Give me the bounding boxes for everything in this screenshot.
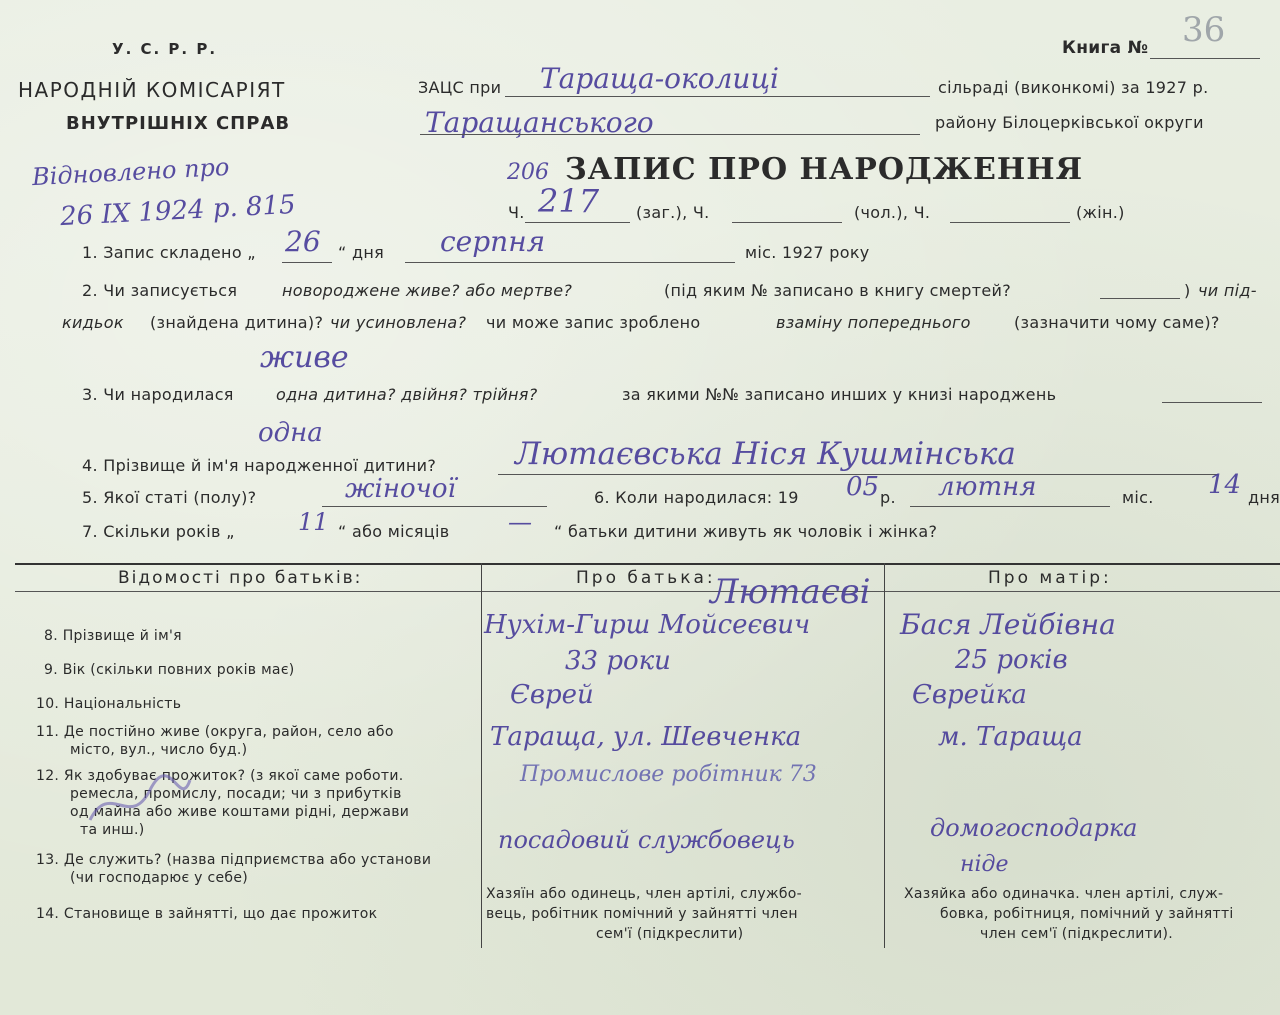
- q6-label: 6. Коли народилася: 19: [594, 488, 799, 507]
- record-number-top: 206: [507, 160, 549, 185]
- district-name: Таращанського: [425, 106, 654, 139]
- q2-f: кидьок: [62, 313, 124, 332]
- page-title: ЗАПИС ПРО НАРОДЖЕННЯ: [565, 152, 1084, 187]
- general-label: (заг.), Ч.: [636, 203, 710, 222]
- father-note-2: вець, робітник помічний у зайнятті член: [486, 906, 798, 922]
- father-note-3: сем'ї (підкреслити): [596, 926, 744, 942]
- q3-answer: одна: [258, 418, 323, 448]
- row-13-mother: домогосподарка: [930, 814, 1138, 842]
- q6-mis: міс.: [1122, 488, 1154, 507]
- q1-month: серпня: [440, 225, 546, 258]
- zags-prefix: ЗАЦС при: [418, 78, 502, 97]
- table-top-border: [15, 563, 1280, 565]
- q7-c: “ батьки дитини живуть як чоловік і жінка?: [554, 522, 938, 541]
- female-label: (жін.): [1076, 203, 1125, 222]
- row-8-mother: Бася Лейбівна: [900, 608, 1116, 641]
- q2-answer: живе: [260, 340, 349, 375]
- row-10-father: Єврей: [510, 680, 594, 710]
- q7-years: 11: [298, 508, 329, 536]
- ussr-label: У. С. Р. Р.: [112, 40, 218, 58]
- zags-village: Тараща-околиці: [540, 62, 779, 95]
- row-14-label: 14. Становище в зайнятті, що дає прожиток: [36, 906, 378, 922]
- q2-j: взаміну попереднього: [776, 313, 971, 332]
- q6-month: лютня: [938, 472, 1037, 502]
- row-10-label: 10. Національність: [36, 696, 182, 712]
- row-8-father: Нухім-Гирш Мойсеєвич: [484, 610, 811, 640]
- row-9-father: 33 роки: [565, 646, 671, 676]
- row-12-father: Промислове робітник 73: [520, 762, 817, 787]
- q2-e: чи під-: [1198, 281, 1257, 300]
- table-col3-header: Про матір:: [988, 568, 1112, 588]
- q1-suffix: міс. 1927 року: [745, 243, 870, 262]
- q6-dnia: дня: [1248, 488, 1280, 507]
- commissariat-title: НАРОДНІЙ КОМІСАРІЯТ: [18, 78, 286, 102]
- q2-b: новороджене живе? або мертве?: [282, 281, 573, 300]
- record-number: 217: [538, 182, 600, 220]
- commissariat-subtitle: ВНУТРІШНІХ СПРАВ: [66, 113, 291, 134]
- margin-note-line1: Відновлено про: [31, 152, 230, 192]
- q7-months: —: [508, 508, 532, 536]
- q1-label: 1. Запис складено „: [82, 243, 256, 262]
- q2-i: чи може запис зроблено: [486, 313, 701, 332]
- row-8-label: 8. Прізвище й ім'я: [44, 628, 182, 644]
- q2-c: (під яким № записано в книгу смертей?: [664, 281, 1011, 300]
- q5-answer: жіночої: [345, 474, 456, 504]
- table-col-divider-1: [481, 563, 482, 948]
- father-surname: Лютаєві: [710, 572, 871, 612]
- q6-r: р.: [880, 488, 896, 507]
- male-label: (чол.), Ч.: [854, 203, 931, 222]
- row-11-father: Тараща, ул. Шевченка: [490, 722, 802, 752]
- q2-h: чи усиновлена?: [330, 313, 467, 332]
- row-14-mother: ніде: [960, 852, 1009, 877]
- father-note-1: Хазяїн або одинець, член артілі, службо-: [486, 886, 803, 902]
- ink-stamp-mark: [80, 760, 200, 840]
- table-col-divider-2: [884, 563, 885, 948]
- table-col1-header: Відомості про батьків:: [118, 568, 363, 588]
- row-12-label4: та инш.): [80, 822, 145, 838]
- row-9-label: 9. Вік (скільки повних років має): [44, 662, 295, 678]
- q1-mid: “ дня: [338, 243, 385, 262]
- row-12-label2: ремесла, промислу, посади; чи з прибутків: [70, 786, 402, 802]
- table-header-border: [15, 591, 1280, 592]
- q7-a: 7. Скільки років „: [82, 522, 235, 541]
- q4-label: 4. Прізвище й ім'я народженної дитини?: [82, 456, 437, 475]
- q2-d: ): [1184, 281, 1191, 300]
- row-13-father: посадовий службовець: [498, 826, 795, 854]
- q5-label: 5. Якої статі (полу)?: [82, 488, 257, 507]
- record-no-label: Ч.: [508, 203, 525, 222]
- q3-c: за якими №№ записано инших у книзі народжень: [622, 385, 1057, 404]
- row-10-mother: Єврейка: [912, 680, 1027, 710]
- row-11-mother: м. Тараща: [938, 722, 1083, 752]
- q4-answer: Лютаєвська Ніся Кушмінська: [515, 436, 1016, 472]
- book-number: 36: [1182, 10, 1226, 50]
- q6-year: 05: [846, 472, 880, 502]
- mother-note-1: Хазяйка або одиначка. член артілі, служ-: [904, 886, 1224, 902]
- q2-g: (знайдена дитина)?: [150, 313, 324, 332]
- mother-note-2: бовка, робітниця, помічний у зайнятті: [940, 906, 1234, 922]
- q3-b: одна дитина? двійня? трійня?: [276, 385, 538, 404]
- q1-day: 26: [285, 225, 321, 258]
- table-col2-header: Про батька:: [576, 568, 716, 588]
- book-label: Книга №: [1062, 38, 1149, 58]
- margin-note-line2: 26 ІХ 1924 р. 815: [59, 189, 297, 233]
- mother-note-3: член сем'ї (підкреслити).: [980, 926, 1174, 942]
- row-11-label2: місто, вул., число буд.): [70, 742, 248, 758]
- row-12-label: 12. Як здобуває прожиток? (з якої саме роботи.: [36, 768, 404, 784]
- row-9-mother: 25 років: [955, 645, 1068, 675]
- q6-day: 14: [1208, 470, 1242, 500]
- district-suffix: району Білоцерківської округи: [935, 113, 1204, 132]
- q2-k: (зазначити чому саме)?: [1014, 313, 1220, 332]
- row-13-label: 13. Де служить? (назва підприємства або установи: [36, 852, 432, 868]
- q7-b: “ або місяців: [338, 522, 450, 541]
- row-13-label2: (чи господарює у себе): [70, 870, 249, 886]
- q3-a: 3. Чи народилася: [82, 385, 234, 404]
- row-12-label3: од майна або живе коштами рідні, держави: [70, 804, 410, 820]
- council-suffix: сільраді (виконкомі) за 1927 р.: [938, 78, 1209, 97]
- row-11-label: 11. Де постійно живе (округа, район, село або: [36, 724, 394, 740]
- q2-a: 2. Чи записується: [82, 281, 238, 300]
